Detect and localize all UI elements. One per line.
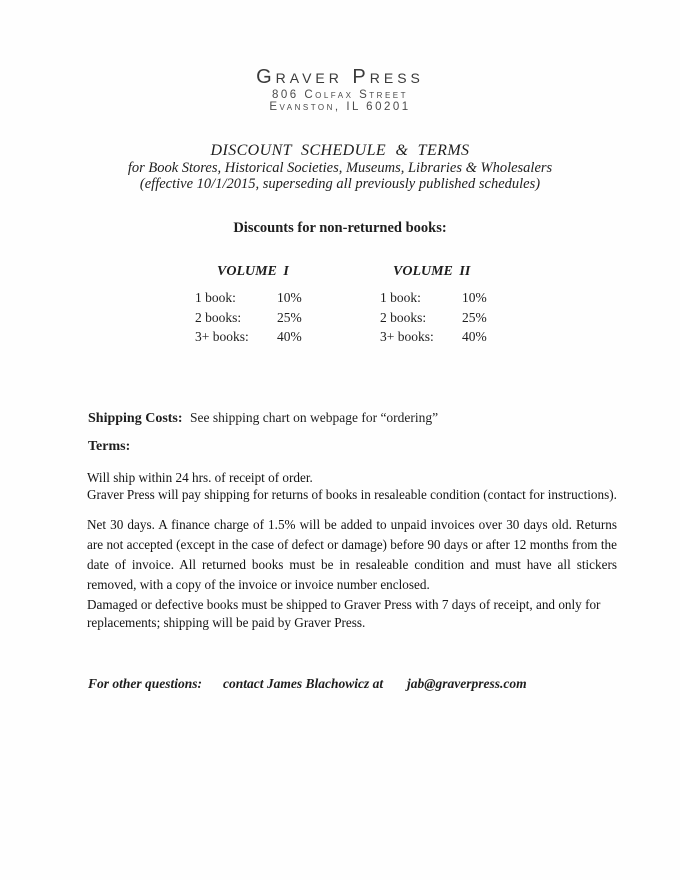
- effective-note: (effective 10/1/2015, superseding all previously published schedules): [139, 176, 541, 192]
- discount-row-value: 40%: [277, 329, 302, 344]
- volume-1-header: VOLUME I: [217, 264, 289, 279]
- terms-paragraph-shipping: [87, 469, 617, 503]
- contact-name-text: contact James Blachowicz at: [223, 676, 384, 691]
- discount-row-label: 2 books:: [195, 310, 242, 325]
- discount-table: [195, 264, 505, 364]
- discount-row-label: 3+ books:: [380, 329, 434, 344]
- discount-row-label: 1 book:: [380, 290, 421, 305]
- terms-line-ship-time: Will ship within 24 hrs. of receipt of order.: [87, 470, 313, 485]
- terms-paragraph-net30: Net 30 days. A finance charge of 1.5% will be added to unpaid invoices over 30 days old. Returns are not accepted (except in the case of defect or damage) before 90 days or after 12 months from the date of invoice. All returned books must be in resaleable condition and must have all stickers removed, with a copy of the invoice or invoice number enclosed.: [87, 517, 617, 592]
- discounts-heading: Discounts for non-returned books:: [233, 220, 447, 236]
- company-address-street: 806 Colfax Street: [271, 89, 409, 101]
- company-address-city: Evanston, IL 60201: [269, 101, 411, 113]
- document-title: DISCOUNT SCHEDULE & TERMS: [210, 142, 470, 159]
- discount-row-value: 25%: [462, 310, 487, 325]
- terms-paragraph-damaged: Damaged or defective books must be shipped to Graver Press with 7 days of receipt, and only for replacements; shipping will be paid by Graver Press.: [87, 597, 601, 630]
- discount-row-label: 2 books:: [380, 310, 427, 325]
- discount-row-value: 10%: [462, 290, 487, 305]
- terms-heading: Terms:: [88, 439, 131, 454]
- contact-email-text: jab@graverpress.com: [407, 676, 527, 691]
- terms-line-returns-shipping: Graver Press will pay shipping for returns of books in resaleable condition (contact for instructions).: [87, 487, 617, 502]
- document-subtitle: for Book Stores, Historical Societies, Museums, Libraries & Wholesalers: [127, 160, 553, 176]
- contact-question-label: For other questions:: [88, 676, 203, 691]
- shipping-costs-row: [88, 410, 438, 427]
- company-name: Graver Press: [256, 66, 424, 88]
- contact-line: [88, 676, 608, 696]
- discount-row-value: 10%: [277, 290, 302, 305]
- volume-2-header: VOLUME II: [393, 264, 471, 279]
- discount-row-label: 3+ books:: [195, 329, 249, 344]
- discount-row-label: 1 book:: [195, 290, 236, 305]
- shipping-costs-text: See shipping chart on webpage for “ordering”: [190, 410, 439, 425]
- discount-row-value: 40%: [462, 329, 487, 344]
- shipping-costs-label: Shipping Costs:: [88, 411, 183, 426]
- discount-row-value: 25%: [277, 310, 302, 325]
